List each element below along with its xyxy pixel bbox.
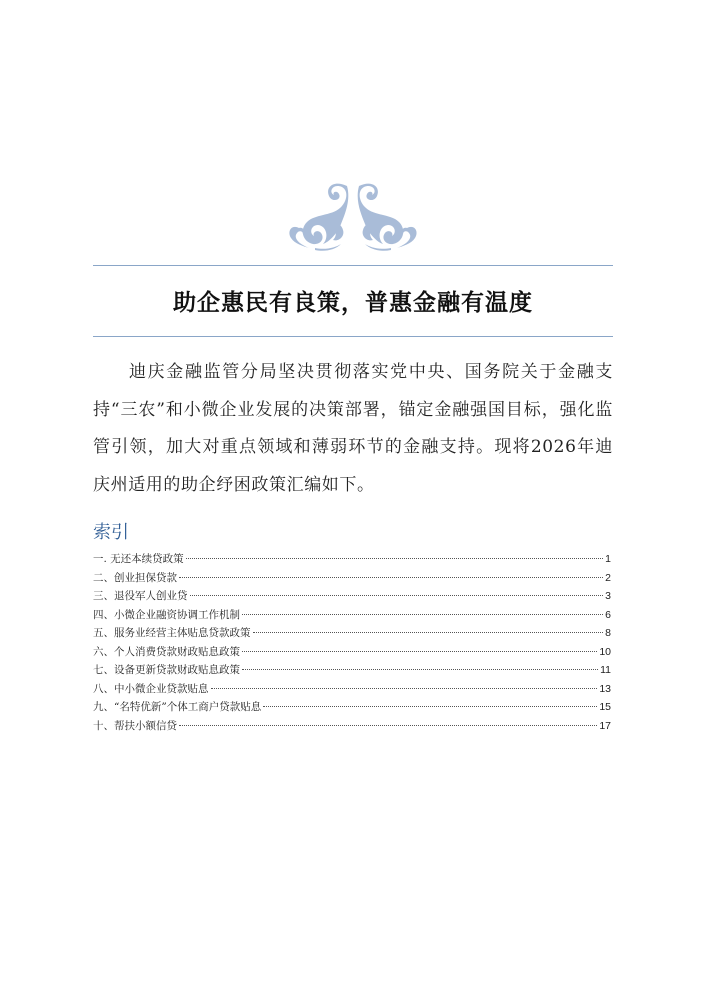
toc-item[interactable]: [93, 607, 611, 626]
toc-item-page: 10: [599, 645, 611, 658]
toc-leader-dots: [253, 632, 604, 633]
toc-item-page: 13: [599, 682, 611, 695]
toc-item[interactable]: [93, 681, 611, 700]
toc-item-label: 三、退役军人创业贷: [93, 590, 188, 602]
toc-leader-dots: [242, 669, 598, 670]
toc-item-page: 6: [605, 608, 611, 621]
toc-leader-dots: [242, 651, 597, 652]
toc-item-label: 七、设备更新贷款财政贴息政策: [93, 664, 240, 676]
toc-item-label: 八、中小微企业贷款贴息: [93, 682, 209, 695]
toc-item-page: 1: [605, 553, 611, 565]
toc-item[interactable]: [93, 718, 611, 737]
toc-item-page: 11: [600, 664, 611, 676]
page-title: 助企惠民有良策，普惠金融有温度: [173, 289, 533, 316]
flourish-ornament-icon: [285, 178, 421, 252]
toc-item-label: 二、创业担保贷款: [93, 571, 177, 584]
toc-item[interactable]: [93, 625, 611, 644]
toc-item-page: 2: [605, 571, 611, 584]
toc-item[interactable]: [93, 644, 611, 663]
toc-item-label: 十、帮扶小额信贷: [93, 719, 177, 732]
intro-paragraph: 迪庆金融监管分局坚决贯彻落实党中央、国务院关于金融支持“三农”和小微企业发展的决策部署，锚定金融强国目标，强化监管引领，加大对重点领域和薄弱环节的金融支持。现将2026年迪庆州适用的助企纾困政策汇编如下。: [93, 362, 613, 495]
toc-item-label: 五、服务业经营主体贴息贷款政策: [93, 627, 251, 639]
table-of-contents: [93, 551, 611, 736]
toc-leader-dots: [190, 595, 604, 596]
toc-leader-dots: [242, 614, 603, 615]
toc-item-label: 六、个人消费贷款财政贴息政策: [93, 645, 240, 658]
toc-item-label: 一. 无还本续贷政策: [93, 553, 184, 565]
toc-item[interactable]: [93, 662, 611, 681]
toc-item-page: 15: [599, 701, 611, 713]
toc-item[interactable]: [93, 570, 611, 589]
toc-item-label: 四、小微企业融资协调工作机制: [93, 608, 240, 621]
toc-heading: 索引: [93, 522, 129, 543]
toc-item-page: 8: [605, 627, 611, 639]
title-rule-bottom: [93, 336, 613, 337]
toc-leader-dots: [186, 558, 603, 559]
toc-item[interactable]: [93, 588, 611, 607]
toc-item-page: 3: [605, 590, 611, 602]
toc-item[interactable]: [93, 551, 611, 570]
toc-leader-dots: [211, 688, 598, 689]
toc-leader-dots: [179, 725, 597, 726]
toc-leader-dots: [263, 706, 597, 707]
toc-item-label: 九、“名特优新”个体工商户贷款贴息: [93, 701, 262, 713]
toc-item[interactable]: [93, 699, 611, 718]
title-rule-top: [93, 265, 613, 266]
toc-item-page: 17: [599, 719, 611, 732]
toc-leader-dots: [179, 577, 603, 578]
